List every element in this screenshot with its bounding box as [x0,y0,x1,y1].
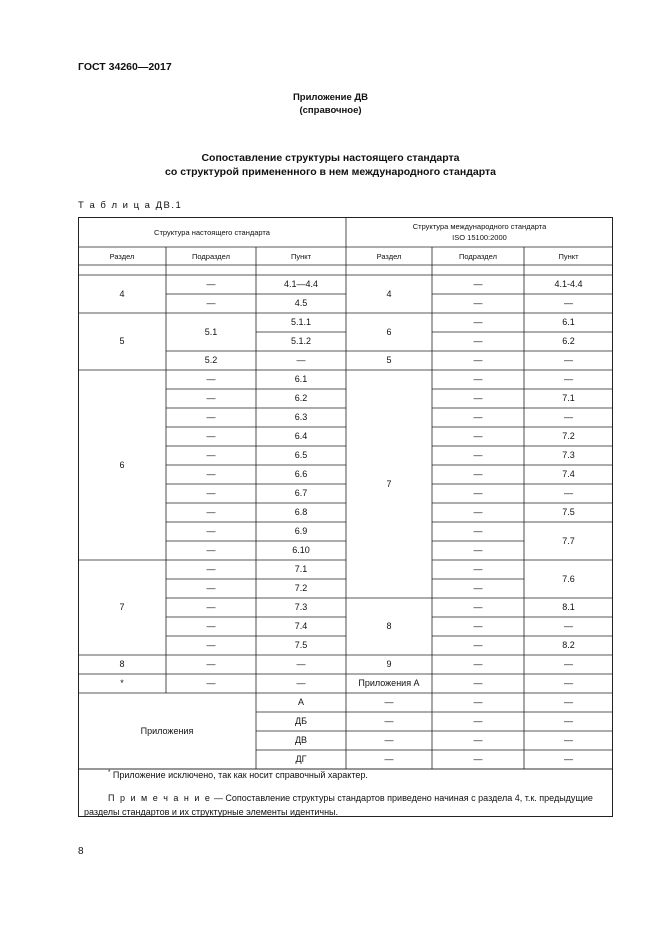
group-header-international-line1: Структура международного стандарта [412,222,547,231]
table-cell: 5 [119,336,125,346]
table-cell: — [384,735,394,745]
table-cell: 6 [386,326,392,337]
table-cell: 4.5 [294,298,308,308]
table-cell: 8 [119,659,125,669]
table-cell: 6.3 [294,412,308,422]
table-cell: — [564,754,573,764]
table-cell: — [384,716,394,726]
column-header: Раздел [109,251,135,261]
annex-subtitle: (справочное) [299,105,362,116]
table-cell: — [473,469,483,479]
table-cell: 7.7 [562,535,575,546]
table-cell: 7.5 [562,507,575,517]
table-cell: ДБ [294,716,307,726]
table-cell: — [206,659,216,669]
table-cell: — [206,431,216,441]
table-cell: — [206,279,216,289]
table-cell: — [206,298,216,308]
column-header: Пункт [558,251,579,261]
table-cell: — [564,488,573,498]
table-cell: 8.2 [562,640,575,650]
table-cell: — [384,697,394,707]
table-cell: 4.1—4.4 [283,279,319,289]
table-cell: — [206,640,216,650]
table-cell: — [473,545,483,555]
table-cell: 6 [119,459,125,470]
table-cell: — [473,678,483,688]
table-cell: 7.1 [562,393,575,403]
footnote-mark: * [108,770,111,776]
table-cell: ДВ [294,735,308,745]
table-cell: 5.1.1 [290,317,312,327]
table-cell: — [206,412,216,422]
table-cell: — [473,754,483,764]
note-text: — Сопоставление структуры стандартов приведено начиная с раздела 4, т.к. предыдущие разделы стандартов и их структурные элементы идентичны. [84,793,593,817]
table-cell: ДГ [295,754,307,764]
table-cell: 7.4 [562,469,575,479]
table-caption: Т а б л и ц а ДВ.1 [78,200,183,211]
table-cell: — [473,488,483,498]
table-cell: — [296,678,306,688]
table-cell: 5 [386,355,392,365]
table-cell: 6.1 [562,317,575,327]
table-cell: 7 [119,602,125,612]
table-cell: 5.1.2 [290,336,312,346]
table-cell: — [206,545,216,555]
table-cell: 6.6 [294,469,308,479]
table-cell: 7.3 [294,602,308,612]
table-cell: — [473,450,483,460]
table-cell: — [206,564,216,574]
table-cell: — [564,355,573,365]
table-cell: — [206,488,216,498]
table-cell: — [206,469,216,479]
table-cell: 8.1 [562,602,575,612]
table-cell: 6.4 [294,431,308,441]
table-cell: — [473,621,483,631]
table-cell: — [473,507,483,517]
table-cell: — [473,279,483,289]
column-header: Раздел [376,251,402,261]
note-label: П р и м е ч а н и е [108,793,212,803]
footnote-text: Приложение исключено, так как носит справочный характер. [110,770,368,780]
comparison-table [78,217,613,817]
annex-heading [0,91,661,117]
table-cell: 9 [386,659,392,669]
annex-title: Приложение ДВ [292,92,369,103]
table-cell: — [206,450,216,460]
table-cell: — [473,412,483,422]
table-cell: — [206,526,216,536]
table-cell: 6.9 [294,526,308,536]
table-note [84,791,606,819]
table-cell: — [473,317,483,327]
table-cell: — [564,716,573,726]
table-cell: 4 [119,288,125,299]
table-cell: 7 [386,478,392,489]
table-cell: 6.1 [294,374,308,384]
table-cell: * [120,678,124,688]
table-cell: — [564,298,573,308]
table-cell: — [473,583,483,593]
table-cell: 6.8 [294,507,308,517]
table-cell: — [206,602,216,612]
table-cell: — [206,374,216,384]
footnote [108,770,368,780]
table-cell: Приложения А [358,678,420,688]
table-cell: — [564,374,573,384]
table-cell: 5.1 [204,326,218,337]
table-cell: — [473,355,483,365]
table-cell: 6.2 [562,336,575,346]
table-cell: 6.10 [292,545,310,555]
column-header: Подраздел [192,251,230,261]
table-cell: — [564,621,573,631]
column-header: Подраздел [459,251,497,261]
group-header-international-line2: ISO 15100:2000 [452,233,507,242]
table-cell: — [473,697,483,707]
page-title [0,151,661,179]
table-cell: Приложения [140,725,194,736]
document-code: ГОСТ 34260—2017 [78,61,172,73]
table-cell: — [564,735,573,745]
table-cell: 6.7 [294,488,308,498]
title-line-1: Сопоставление структуры настоящего стандарта [201,152,460,164]
table-cell: 6.2 [294,393,308,403]
table-cell: 7.2 [562,431,575,441]
table-cell: 6.5 [294,450,308,460]
table-cell: 4.1-4.4 [554,279,583,289]
table-cell: — [473,431,483,441]
table-cell: А [297,697,304,707]
table-cell: 7.3 [562,450,575,460]
table-cell: — [473,336,483,346]
table-cell: — [564,678,573,688]
table-cell: 5.2 [204,355,218,365]
table-cell: — [296,659,306,669]
table-cell: 4 [386,288,392,299]
table-cell: — [564,659,573,669]
table-cell: 8 [386,621,392,631]
table-cell: 7.6 [562,573,575,584]
table-cell: — [564,412,573,422]
table-cell: — [384,754,394,764]
group-header-national: Структура настоящего стандарта [154,227,270,237]
table-cell: 7.4 [294,621,308,631]
table-cell: 7.1 [294,564,308,574]
table-cell: — [473,526,483,536]
table-cell: — [206,621,216,631]
table-cell: 7.2 [294,583,308,593]
table-cell: 7.5 [294,640,308,650]
table-cell: — [206,678,216,688]
table-cell: — [473,564,483,574]
table-cell: — [473,640,483,650]
table-cell: — [206,507,216,517]
table-cell: — [473,659,483,669]
table-cell: — [473,716,483,726]
table-cell: — [296,355,306,365]
table-cell: — [564,697,573,707]
table-cell: — [206,393,216,403]
group-header-international [346,217,613,247]
table-cell: — [473,602,483,612]
table-cell: — [473,393,483,403]
table-cell: — [473,298,483,308]
title-line-2: со структурой примененного в нем международного стандарта [165,166,496,178]
column-header: Пункт [290,251,312,261]
table-cell: — [473,374,483,384]
page-number: 8 [78,846,84,857]
table-cell: — [206,583,216,593]
table-cell: — [473,735,483,745]
